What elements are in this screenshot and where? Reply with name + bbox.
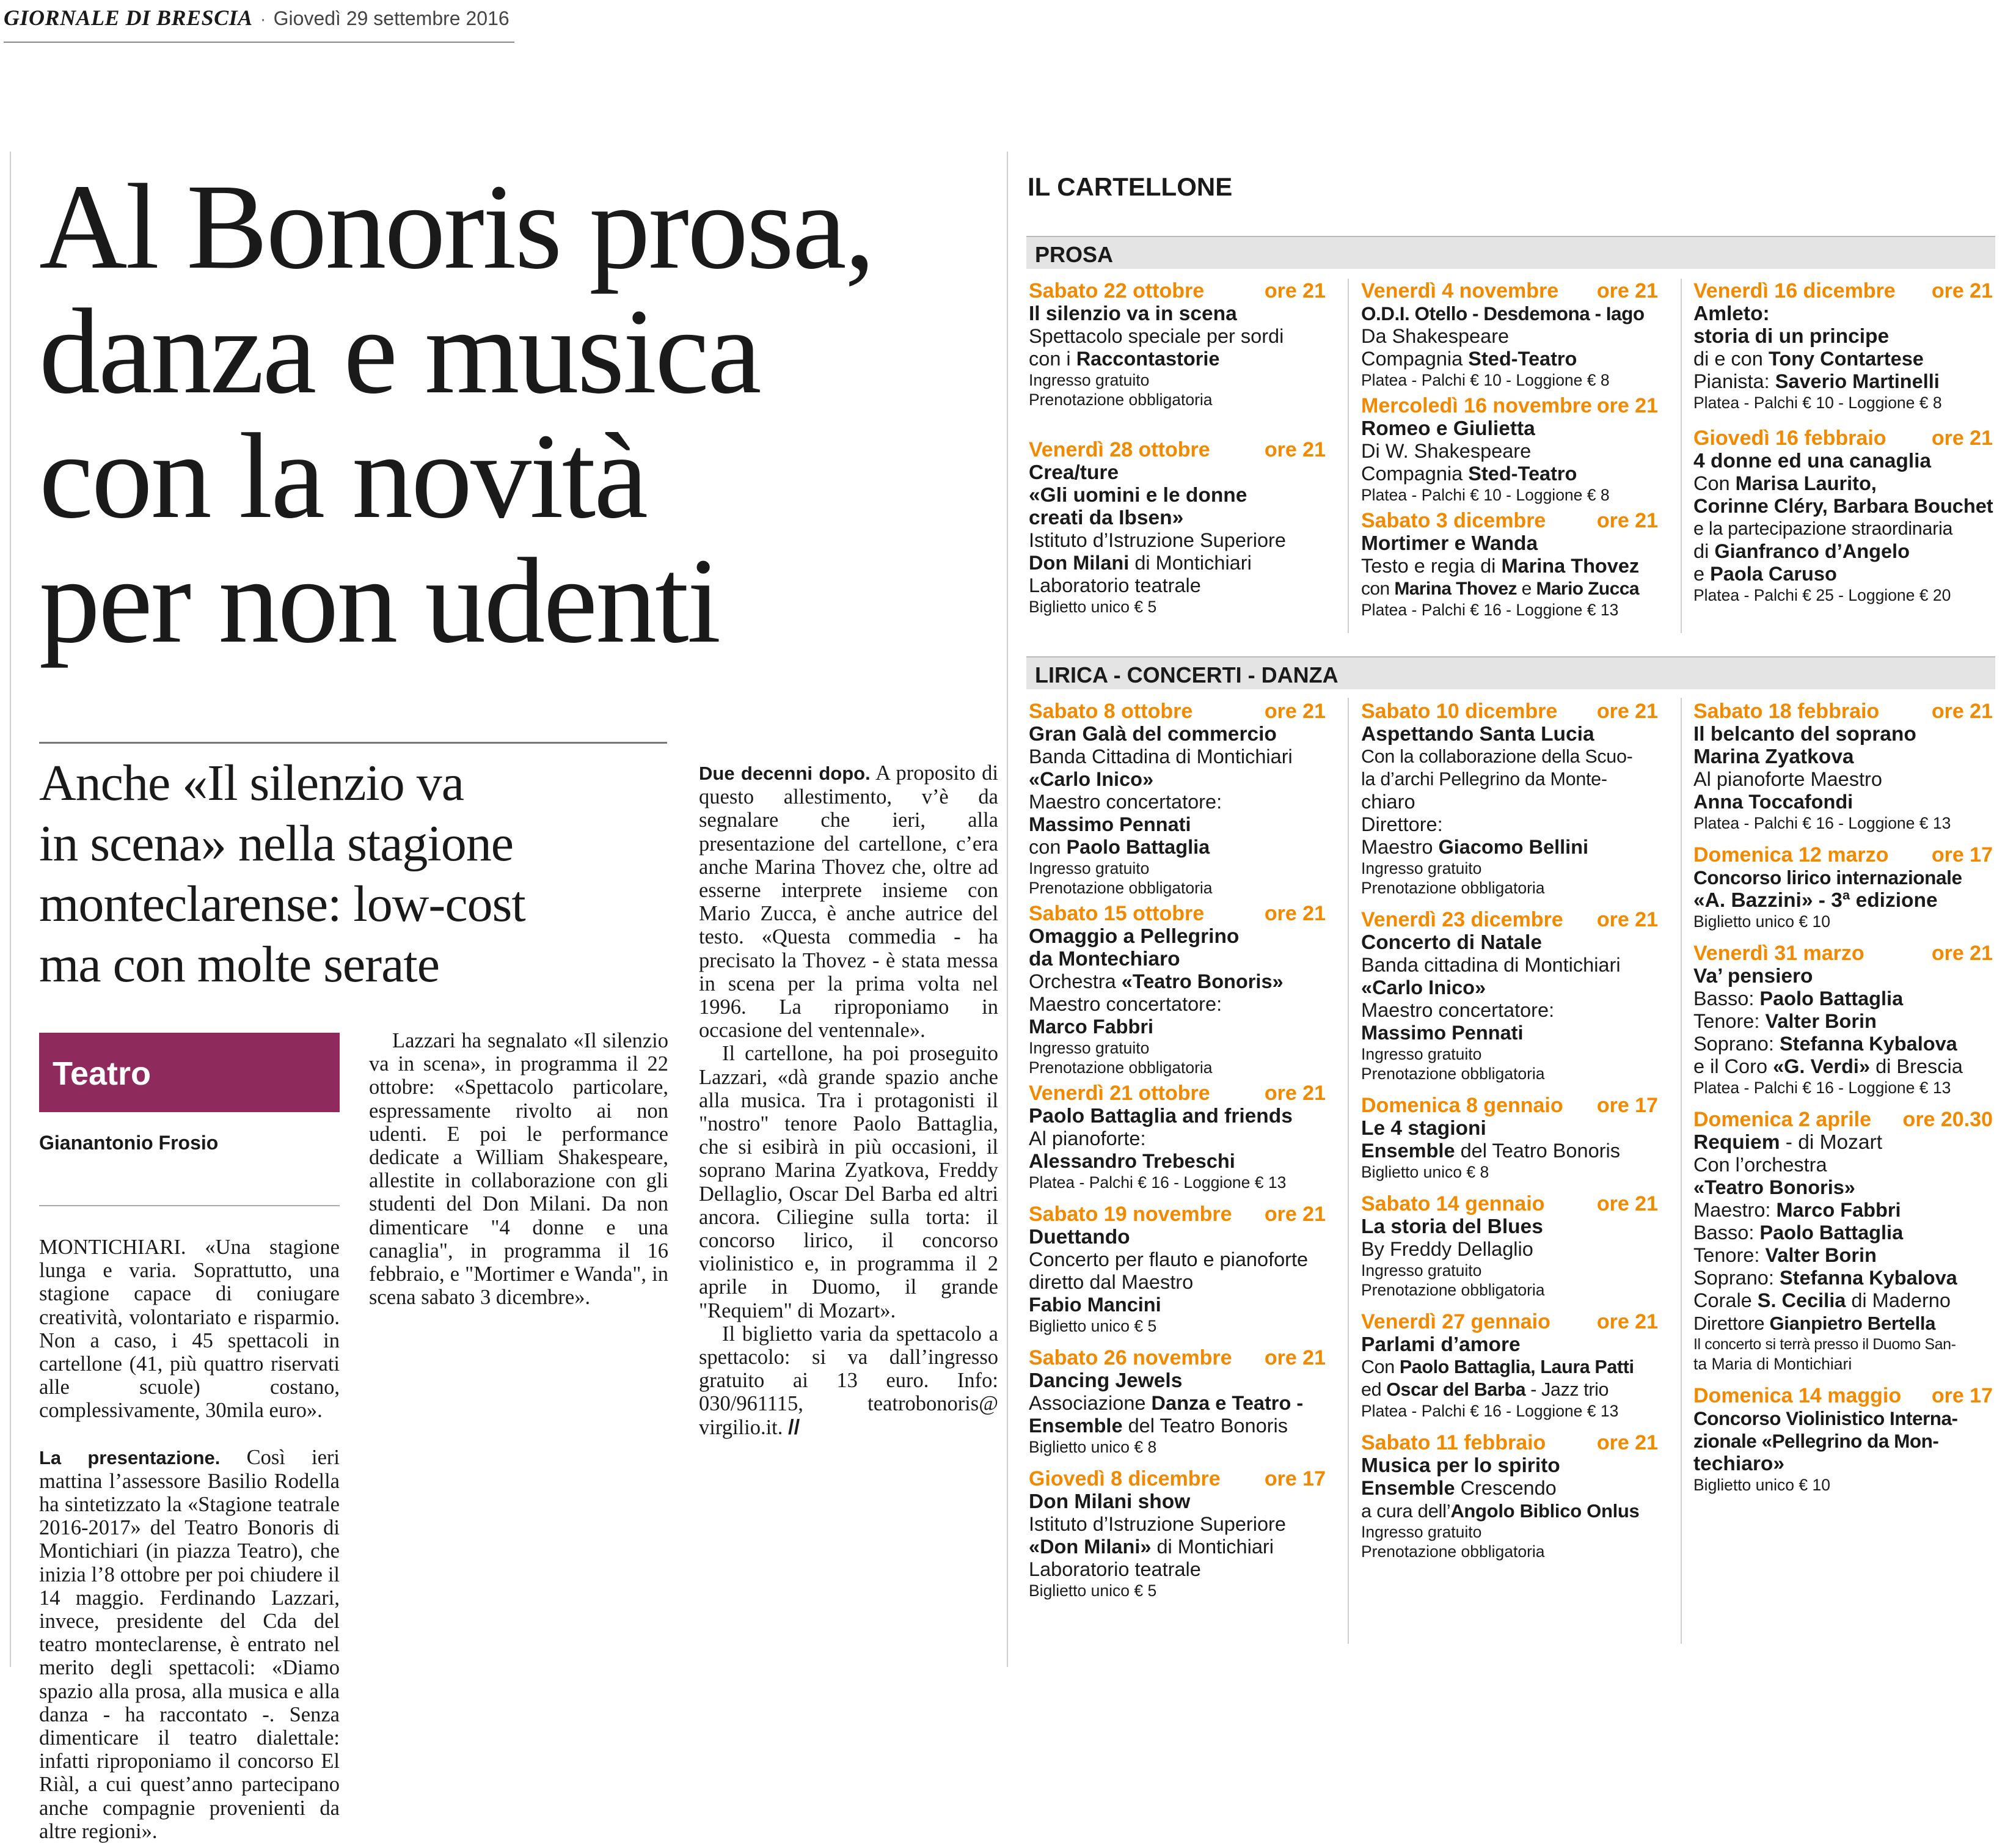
cartellone-title: IL CARTELLONE — [1028, 172, 1233, 201]
event-date: Mercoledì 16 novembre — [1361, 394, 1592, 417]
event-note: Platea - Palchi € 16 - Loggione € 13 — [1029, 1173, 1287, 1192]
event-title: Marina Zyatkova — [1693, 746, 1854, 768]
event-line: Ensemble del Teatro Bonoris — [1029, 1415, 1288, 1437]
event-title: Dancing Jewels — [1029, 1369, 1183, 1392]
event-note: Platea - Palchi € 16 - Loggione € 13 — [1693, 1079, 1951, 1097]
paragraph-text: A proposito di questo allestimento, v’è da segnalare che ieri, alla presentazione del cartellone, c’era anche Marina Thovez che, oltre ad esserne interprete insieme con Mario Zucca, è anche autrice del testo. «Questa commedia - ha precisato la Thovez - è stata messa in scena per la prima volta nel 1996. La riproponiamo in occasione del ventennale». — [699, 761, 998, 1042]
event-date: Venerdì 16 dicembre — [1693, 279, 1896, 302]
event-date: Domenica 14 maggio — [1693, 1384, 1902, 1407]
event-note: Ingresso gratuito — [1029, 859, 1150, 878]
event-line: Ensemble Crescendo — [1361, 1477, 1557, 1499]
prosa-column-1 — [1029, 280, 1326, 617]
event-note: Prenotazione obbligatoria — [1361, 1064, 1545, 1083]
event-line: la d’archi Pellegrino da Monte- — [1361, 769, 1607, 790]
event-note: Biglietto unico € 5 — [1029, 1317, 1157, 1335]
event-time: ore 21 — [1596, 1310, 1658, 1333]
event-line: e Paola Caruso — [1693, 563, 1837, 585]
lirica-column-2 — [1361, 700, 1658, 1561]
article-column-1 — [39, 1236, 340, 1843]
paragraph-lead: La presentazione. — [39, 1446, 221, 1468]
event-time: ore 21 — [1596, 1431, 1658, 1454]
event-entry — [1029, 700, 1326, 898]
event-entry — [1361, 700, 1658, 898]
event-entry — [1693, 280, 1993, 412]
byline-rule — [39, 1205, 340, 1206]
event-line: Maestro concertatore: — [1029, 791, 1222, 813]
event-title: Concorso lirico internazionale — [1693, 867, 1962, 889]
event-date: Venerdì 27 gennaio — [1361, 1310, 1550, 1333]
event-time: ore 21 — [1264, 1346, 1326, 1369]
event-note: Ingresso gratuito — [1361, 1045, 1482, 1063]
article-column-3 — [699, 738, 998, 1439]
event-line: diretto dal Maestro — [1029, 1271, 1194, 1293]
event-line: Al pianoforte Maestro — [1693, 768, 1882, 790]
event-title: zionale «Pellegrino da Mon- — [1693, 1430, 1939, 1452]
event-title: Concerto di Natale — [1361, 931, 1542, 954]
event-date: Venerdì 21 ottobre — [1029, 1082, 1210, 1105]
event-note: ta Maria di Montichiari — [1693, 1355, 1852, 1373]
headline-line: danza e musica — [39, 284, 760, 419]
event-entry — [1693, 700, 1993, 833]
prosa-column-2 — [1361, 280, 1658, 620]
event-entry — [1693, 942, 1993, 1097]
event-line: Soprano: Stefanna Kybalova — [1693, 1033, 1957, 1055]
event-time: ore 21 — [1596, 394, 1658, 417]
event-note: Ingresso gratuito — [1029, 371, 1150, 389]
event-date: Domenica 8 gennaio — [1361, 1094, 1563, 1117]
event-line: e la partecipazione straordinaria — [1693, 518, 1953, 539]
masthead-separator: · — [260, 9, 266, 29]
event-title: Aspettando Santa Lucia — [1361, 723, 1594, 746]
event-line: Spettacolo speciale per sordi — [1029, 325, 1284, 347]
event-line: «Carlo Inico» — [1029, 768, 1154, 790]
event-date: Sabato 11 febbraio — [1361, 1431, 1546, 1454]
event-title: Gran Galà del commercio — [1029, 723, 1277, 746]
event-note: Prenotazione obbligatoria — [1361, 879, 1545, 897]
event-entry — [1361, 1432, 1658, 1561]
event-time: ore 21 — [1931, 427, 1993, 450]
event-line: Laboratorio teatrale — [1029, 1558, 1201, 1580]
event-line: a cura dell’Angolo Biblico Onlus — [1361, 1500, 1640, 1522]
article-paragraph: MONTICHIARI. «Una stagione lunga e varia. Soprattutto, una stagione capace di coniugare creatività, volontariato e risparmio. Non a caso, i 45 spettacoli in cartellone (41, più quattro riservati alle scuole) costano, complessivamente, 30mila euro». — [39, 1236, 340, 1423]
event-title: Il belcanto del soprano — [1693, 723, 1916, 746]
event-title: Amleto: — [1693, 302, 1770, 325]
category-label: PROSA — [1035, 242, 1114, 267]
subheadline-line: in scena» nella stagione — [39, 815, 514, 872]
event-title: Mortimer e Wanda — [1361, 532, 1538, 555]
event-note: Biglietto unico € 5 — [1029, 598, 1157, 616]
event-title: Musica per lo spirito — [1361, 1454, 1560, 1477]
cartellone-column-separator — [1681, 698, 1682, 1644]
subheadline-line: Anche «Il silenzio va — [39, 755, 464, 812]
headline-line: Al Bonoris prosa, — [39, 159, 874, 295]
event-entry — [1361, 1094, 1658, 1182]
issue-date: Giovedì 29 settembre 2016 — [273, 7, 509, 29]
event-line: Testo e regia di Marina Thovez — [1361, 555, 1640, 577]
event-date: Sabato 22 ottobre — [1029, 279, 1205, 302]
event-line: «Carlo Inico» — [1361, 976, 1486, 998]
event-title: «A. Bazzini» - 3ª edizione — [1693, 889, 1938, 912]
event-entry — [1361, 1193, 1658, 1300]
article-paragraph — [39, 1446, 340, 1843]
event-line: Maestro concertatore: — [1029, 993, 1222, 1015]
event-note: Biglietto unico € 8 — [1029, 1438, 1157, 1456]
event-line: Anna Toccafondi — [1693, 791, 1853, 813]
event-entry — [1361, 1311, 1658, 1421]
event-entry — [1693, 427, 1993, 605]
event-title: Omaggio a Pellegrino — [1029, 925, 1240, 948]
event-note: Prenotazione obbligatoria — [1361, 1542, 1545, 1561]
event-line: Compagnia Sted-Teatro — [1361, 463, 1577, 485]
event-line: ed Oscar del Barba - Jazz trio — [1361, 1379, 1609, 1400]
article-paragraph: Il cartellone, ha poi proseguito Lazzari, «dà grande spazio anche alla musica. Tra i protagonisti il "nostro" tenore Paolo Battaglia, che si esibirà in più occasioni, il soprano Marina Zyatkova, Freddy Dellaglio, Oscar Del Barba ed altri ancora. Ciliegine sulla torta: il concorso lirico, il concorso violinistico e, in programma il 2 aprile in Duomo, il grande "Requiem" di Mozart». — [699, 1042, 998, 1322]
deck-rule — [39, 742, 667, 744]
event-date: Giovedì 8 dicembre — [1029, 1467, 1221, 1490]
category-bar-lirica — [1026, 656, 1995, 689]
event-line: Maestro: Marco Fabbri — [1693, 1199, 1901, 1221]
event-note: Prenotazione obbligatoria — [1361, 1281, 1545, 1299]
event-date: Venerdì 4 novembre — [1361, 279, 1559, 302]
cartellone-column-separator — [1681, 279, 1682, 633]
event-line: Istituto d’Istruzione Superiore — [1029, 529, 1286, 551]
event-entry — [1029, 1347, 1326, 1457]
event-title: da Montechiaro — [1029, 948, 1180, 970]
event-title: Concorso Violinistico Interna- — [1693, 1407, 1958, 1429]
subheadline-line: monteclarense: low-cost — [39, 876, 525, 932]
event-note: Prenotazione obbligatoria — [1029, 390, 1213, 409]
event-time: ore 21 — [1264, 700, 1326, 723]
event-entry — [1029, 439, 1326, 617]
event-time: ore 21 — [1264, 279, 1326, 302]
event-date: Sabato 3 dicembre — [1361, 509, 1546, 532]
event-line: Direttore: — [1361, 813, 1443, 835]
event-line: Di W. Shakespeare — [1361, 440, 1532, 462]
event-line: Concerto per flauto e pianoforte — [1029, 1248, 1309, 1270]
event-line: Don Milani di Montichiari — [1029, 552, 1252, 574]
headline — [39, 159, 980, 669]
event-note: Ingresso gratuito — [1361, 1261, 1482, 1280]
event-note: Platea - Palchi € 16 - Loggione € 13 — [1693, 814, 1951, 832]
event-date: Sabato 8 ottobre — [1029, 700, 1193, 723]
event-date: Sabato 15 ottobre — [1029, 902, 1205, 925]
event-note: Ingresso gratuito — [1361, 1523, 1482, 1541]
masthead — [4, 5, 514, 43]
event-line: Maestro concertatore: — [1361, 999, 1555, 1021]
cartellone-column-separator — [1348, 279, 1349, 633]
event-time: ore 21 — [1596, 509, 1658, 532]
event-line: Associazione Danza e Teatro - — [1029, 1392, 1304, 1414]
event-date: Giovedì 16 febbraio — [1693, 427, 1886, 450]
article-paragraph: Lazzari ha segnalato «Il silenzio va in scena», in programma il 22 ottobre: «Spettacolo particolare, espressamente rivolto ai non udenti. E poi le performance dedicate a William Shakespeare, allestite in collaborazione con gli studenti del Don Milani. Da non dimenticare "4 donne e una canaglia", in programma il 16 febbraio, e "Mortimer e Wanda", in scena sabato 3 dicembre». — [369, 1029, 668, 1310]
event-line: Banda cittadina di Montichiari — [1361, 954, 1621, 976]
event-line: «Teatro Bonoris» — [1693, 1176, 1855, 1198]
event-line: Compagnia Sted-Teatro — [1361, 348, 1577, 370]
event-title: Paolo Battaglia and friends — [1029, 1105, 1293, 1127]
event-title: Crea/ture — [1029, 461, 1119, 484]
event-line: Istituto d’Istruzione Superiore — [1029, 1513, 1286, 1535]
event-date: Venerdì 23 dicembre — [1361, 908, 1563, 931]
event-entry — [1029, 1203, 1326, 1336]
lirica-column-3 — [1693, 700, 1993, 1495]
event-note: Biglietto unico € 10 — [1693, 912, 1830, 931]
event-line: Maestro Giacomo Bellini — [1361, 836, 1589, 858]
prosa-column-3 — [1693, 280, 1993, 605]
event-line: con i Raccontastorie — [1029, 348, 1220, 370]
event-date: Sabato 18 febbraio — [1693, 700, 1880, 723]
event-line: Direttore Gianpietro Bertella — [1693, 1313, 1936, 1334]
event-line: Fabio Mancini — [1029, 1294, 1161, 1316]
event-title: 4 donne ed una canaglia — [1693, 450, 1932, 472]
event-date: Domenica 12 marzo — [1693, 843, 1889, 867]
event-time: ore 21 — [1931, 279, 1993, 302]
event-time: ore 21 — [1264, 1203, 1326, 1226]
subheadline — [39, 753, 674, 995]
event-note: Ingresso gratuito — [1029, 1039, 1150, 1057]
event-title: La storia del Blues — [1361, 1215, 1543, 1238]
event-title: Le 4 stagioni — [1361, 1117, 1486, 1140]
paragraph-lead: Due decenni dopo. — [699, 763, 871, 784]
event-date: Sabato 14 gennaio — [1361, 1192, 1545, 1215]
article-paragraph — [699, 1322, 998, 1439]
event-line: Soprano: Stefanna Kybalova — [1693, 1267, 1957, 1289]
event-date: Sabato 10 dicembre — [1361, 700, 1558, 723]
event-entry — [1029, 903, 1326, 1077]
event-note: Prenotazione obbligatoria — [1029, 1058, 1213, 1077]
event-entry — [1361, 510, 1658, 620]
event-line: Tenore: Valter Borin — [1693, 1244, 1877, 1266]
event-time: ore 21 — [1264, 1082, 1326, 1105]
event-entry — [1029, 280, 1326, 409]
event-line: Da Shakespeare — [1361, 325, 1510, 347]
event-note: Biglietto unico € 10 — [1693, 1476, 1830, 1494]
event-line: «Don Milani» di Montichiari — [1029, 1536, 1274, 1558]
event-title: Duettando — [1029, 1226, 1130, 1248]
headline-line: per non udenti — [39, 533, 720, 669]
paragraph-text: Il biglietto varia da spettacolo a spettacolo: si va dall’ingresso gratuito ai 13 euro. Info: 030/961115, teatrobonoris@ virgilio.it. — [699, 1322, 998, 1439]
category-label: LIRICA - CONCERTI - DANZA — [1035, 662, 1339, 687]
column-separator — [1007, 152, 1008, 1667]
event-time: ore 17 — [1931, 1384, 1993, 1407]
section-label: Teatro — [53, 1055, 152, 1092]
event-line: Al pianoforte: — [1029, 1127, 1146, 1149]
event-line: chiaro — [1361, 791, 1415, 813]
event-title: Requiem - di Mozart — [1693, 1131, 1883, 1154]
event-date: Sabato 19 novembre — [1029, 1203, 1232, 1226]
event-note: Il concerto si terrà presso il Duomo San- — [1693, 1336, 1956, 1353]
page-frame-rule — [10, 152, 11, 1667]
event-title: techiaro» — [1693, 1453, 1784, 1475]
event-line: Orchestra «Teatro Bonoris» — [1029, 970, 1284, 992]
event-line: Basso: Paolo Battaglia — [1693, 1222, 1904, 1244]
event-time: ore 17 — [1264, 1467, 1326, 1490]
event-note: Platea - Palchi € 16 - Loggione € 13 — [1361, 1402, 1619, 1420]
event-note: Biglietto unico € 8 — [1361, 1163, 1489, 1181]
event-line: Ensemble del Teatro Bonoris — [1361, 1140, 1620, 1162]
event-line: Pianista: Saverio Martinelli — [1693, 370, 1940, 392]
event-note: Biglietto unico € 5 — [1029, 1581, 1157, 1600]
event-line: Marco Fabbri — [1029, 1016, 1154, 1038]
event-time: ore 17 — [1596, 1094, 1658, 1117]
event-time: ore 21 — [1596, 700, 1658, 723]
event-title: Parlami d’amore — [1361, 1333, 1521, 1356]
event-line: con Paolo Battaglia — [1029, 836, 1210, 858]
event-time: ore 21 — [1931, 942, 1993, 965]
event-entry — [1361, 280, 1658, 390]
event-date: Venerdì 31 marzo — [1693, 942, 1864, 965]
event-note: Ingresso gratuito — [1361, 859, 1482, 878]
event-line: Massimo Pennati — [1361, 1022, 1524, 1044]
event-line: di e con Tony Contartese — [1693, 348, 1924, 370]
event-title: Romeo e Giulietta — [1361, 417, 1535, 440]
event-time: ore 21 — [1596, 1192, 1658, 1215]
event-time: ore 21 — [1264, 902, 1326, 925]
event-note: Platea - Palchi € 25 - Loggione € 20 — [1693, 586, 1951, 604]
event-line: Tenore: Valter Borin — [1693, 1010, 1877, 1032]
event-note: Platea - Palchi € 10 - Loggione € 8 — [1693, 394, 1942, 412]
event-time: ore 20.30 — [1902, 1108, 1993, 1131]
event-entry — [1693, 844, 1993, 931]
event-line: Con Marisa Laurito, — [1693, 472, 1877, 494]
event-title: O.D.I. Otello - Desdemona - Iago — [1361, 302, 1645, 324]
newspaper-name: GIORNALE DI BRESCIA — [4, 5, 253, 30]
event-entry — [1029, 1082, 1326, 1192]
lirica-column-1 — [1029, 700, 1326, 1600]
event-line: Con Paolo Battaglia, Laura Patti — [1361, 1357, 1634, 1377]
event-line: e il Coro «G. Verdi» di Brescia — [1693, 1055, 1963, 1077]
event-note: Prenotazione obbligatoria — [1029, 879, 1213, 897]
event-line: Corinne Cléry, Barbara Bouchet — [1693, 495, 1993, 517]
event-title: storia di un principe — [1693, 325, 1890, 348]
event-line: Laboratorio teatrale — [1029, 574, 1201, 596]
event-entry — [1361, 909, 1658, 1083]
event-title: Va’ pensiero — [1693, 965, 1813, 987]
event-time: ore 21 — [1264, 438, 1326, 461]
event-title: Il silenzio va in scena — [1029, 302, 1237, 325]
event-line: di Gianfranco d’Angelo — [1693, 540, 1910, 562]
event-entry — [1029, 1468, 1326, 1600]
event-line: Basso: Paolo Battaglia — [1693, 987, 1904, 1009]
event-date: Venerdì 28 ottobre — [1029, 438, 1210, 461]
article-column-2 — [369, 1029, 668, 1309]
article-paragraph — [699, 761, 998, 1042]
event-line: Corale S. Cecilia di Maderno — [1693, 1289, 1951, 1311]
event-title: Don Milani show — [1029, 1490, 1191, 1513]
event-time: ore 21 — [1931, 700, 1993, 723]
event-title: «Gli uomini e le donne — [1029, 484, 1247, 507]
event-time: ore 21 — [1596, 279, 1658, 302]
headline-line: con la novità — [39, 409, 647, 544]
subheadline-line: ma con molte serate — [39, 936, 440, 993]
event-line: Alessandro Trebeschi — [1029, 1150, 1235, 1172]
event-line: By Freddy Dellaglio — [1361, 1238, 1533, 1260]
paragraph-text: Così ieri mattina l’assessore Basilio Rodella ha sintetizzato la «Stagione teatrale 2016-2017» del Teatro Bonoris di Montichiari (in piazza Teatro), che inizia l’8 ottobre per poi chiudere il 14 maggio. Ferdinando Lazzari, invece, presidente del Cda del teatro monteclarense, è entrato nel merito degli spettacoli: «Diamo spazio alla prosa, alla musica e alla danza - ha raccontato -. Senza dimenticare il teatro dialettale: infatti riproponiamo il concorso El Riàl, a cui quest’anno partecipano anche compagnie provenienti da altre regioni». — [39, 1445, 340, 1843]
event-time: ore 17 — [1931, 843, 1993, 867]
category-bar-prosa — [1026, 236, 1995, 269]
section-badge — [39, 1033, 340, 1112]
event-line: Con l’orchestra — [1693, 1154, 1827, 1176]
event-title: creati da Ibsen» — [1029, 507, 1184, 529]
event-note: Platea - Palchi € 10 - Loggione € 8 — [1361, 486, 1610, 504]
event-line: con Marina Thovez e Mario Zucca — [1361, 579, 1639, 599]
event-entry — [1361, 395, 1658, 505]
event-entry — [1693, 1385, 1993, 1495]
event-note: Platea - Palchi € 10 - Loggione € 8 — [1361, 371, 1610, 389]
event-line: Con la collaborazione della Scuo- — [1361, 746, 1633, 767]
event-line: Massimo Pennati — [1029, 813, 1191, 835]
event-note: Platea - Palchi € 16 - Loggione € 13 — [1361, 601, 1619, 619]
event-date: Domenica 2 aprile — [1693, 1108, 1872, 1131]
event-date: Sabato 26 novembre — [1029, 1346, 1232, 1369]
end-mark: // — [788, 1415, 800, 1439]
cartellone-column-separator — [1348, 698, 1349, 1644]
event-entry — [1693, 1108, 1993, 1374]
event-line: Banda Cittadina di Montichiari — [1029, 746, 1293, 768]
author-byline: Gianantonio Frosio — [39, 1132, 219, 1154]
event-time: ore 21 — [1596, 908, 1658, 931]
